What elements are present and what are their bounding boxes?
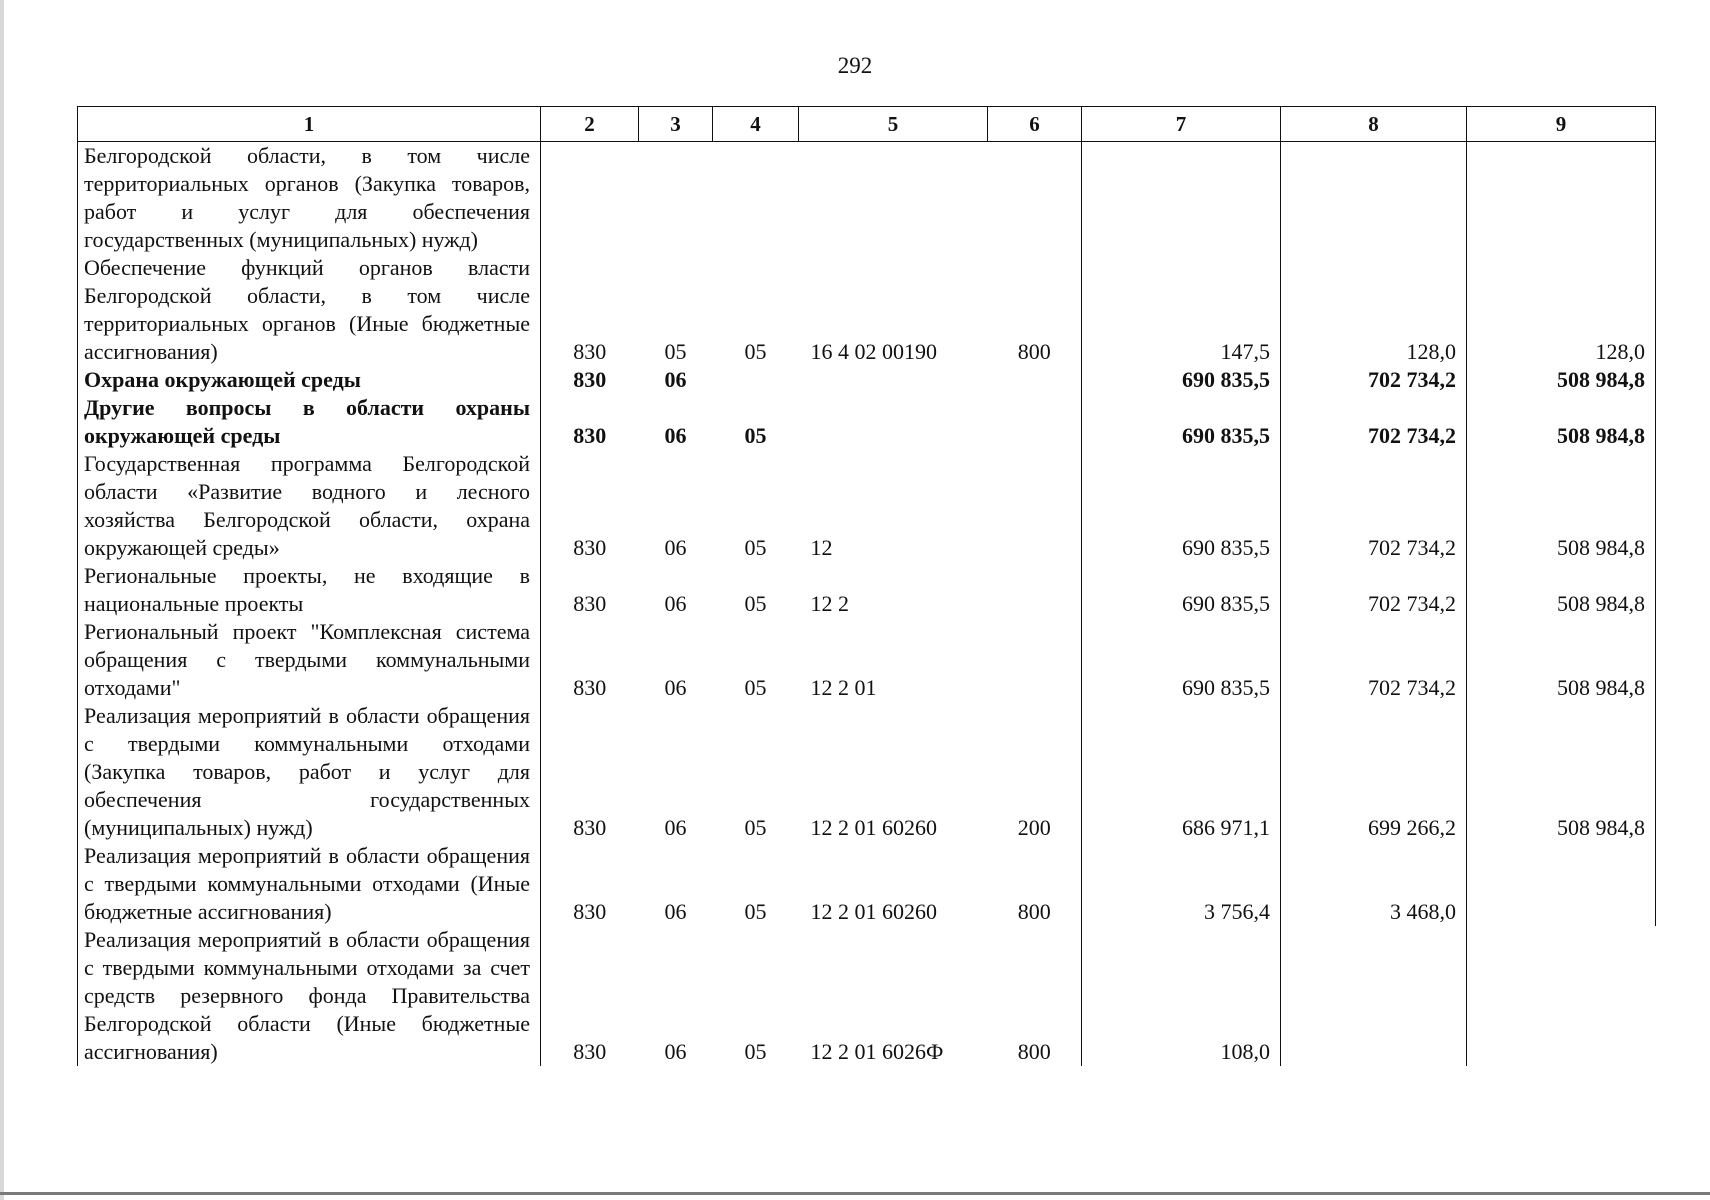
row-vr: 800 — [988, 842, 1082, 926]
row-rz: 06 — [664, 1039, 687, 1064]
row-value-8: 128,0 — [1281, 254, 1467, 366]
row-glav: 830 — [541, 618, 639, 702]
row-vr — [988, 450, 1082, 562]
table-row — [78, 394, 1656, 450]
row-value-8: 702 734,2 — [1281, 366, 1467, 394]
column-header: 7 — [1082, 107, 1281, 142]
row-value-8: 699 266,2 — [1281, 702, 1467, 842]
column-header: 4 — [713, 107, 799, 142]
row-value-7: 690 835,5 — [1082, 366, 1281, 394]
row-value-9 — [1467, 142, 1656, 255]
table-row — [78, 562, 1656, 618]
table-row — [78, 254, 1656, 366]
row-vr: 800 — [988, 254, 1082, 366]
row-value-9: 508 984,8 — [1467, 394, 1656, 450]
table-row — [78, 618, 1656, 702]
row-value-8 — [1281, 926, 1467, 1066]
row-description: Региональный проект "Комплексная система обращения с твердыми коммунальными отходами" — [78, 618, 541, 702]
row-glav: 830 — [541, 450, 639, 562]
row-value-9: 508 984,8 — [1467, 618, 1656, 702]
row-csr: 16 4 02 00190 — [810, 339, 937, 364]
row-description: Охрана окружающей среды — [78, 366, 541, 394]
column-header: 2 — [541, 107, 639, 142]
row-value-9: 508 984,8 — [1467, 366, 1656, 394]
row-csr: 12 — [810, 535, 833, 560]
table-row — [78, 842, 1656, 926]
row-glav: 830 — [541, 926, 639, 1066]
column-header: 1 — [78, 107, 541, 142]
row-pr: 05 — [744, 423, 767, 448]
row-value-7: 690 835,5 — [1082, 562, 1281, 618]
row-vr: 800 — [988, 926, 1082, 1066]
row-description: Обеспечение функций органов власти Белгородской области, в том числе территориальных органов (Иные бюджетные ассигнования) — [78, 254, 541, 366]
row-pr: 05 — [744, 591, 767, 616]
row-rz: 06 — [664, 815, 687, 840]
row-value-9: 128,0 — [1467, 254, 1656, 366]
row-pr: 05 — [744, 675, 767, 700]
row-glav: 830 — [541, 702, 639, 842]
row-description: Реализация мероприятий в области обращения с твердыми коммунальными отходами за счет средств резервного фонда Правительства Белгородской области (Иные бюджетные ассигнования) — [78, 926, 541, 1066]
row-csr: 12 2 — [810, 591, 849, 616]
column-header: 3 — [639, 107, 713, 142]
row-value-9 — [1467, 842, 1656, 926]
row-pr: 05 — [744, 815, 767, 840]
row-value-7: 690 835,5 — [1082, 394, 1281, 450]
row-description: Государственная программа Белгородской области «Развитие водного и лесного хозяйства Белгородской области, охрана окружающей среды» — [78, 450, 541, 562]
row-rz — [639, 142, 713, 255]
row-csr — [799, 366, 988, 394]
table-body — [78, 142, 1656, 1067]
row-vr — [988, 562, 1082, 618]
row-pr — [713, 366, 799, 394]
row-pr: 05 — [744, 535, 767, 560]
row-csr — [799, 394, 988, 450]
budget-table — [77, 106, 1656, 1066]
column-header: 6 — [988, 107, 1082, 142]
row-description: Белгородской области, в том числе территориальных органов (Закупка товаров, работ и услуг для обеспечения государственных (муниципальных) нужд) — [78, 142, 541, 255]
row-value-8: 702 734,2 — [1281, 562, 1467, 618]
row-value-7: 686 971,1 — [1082, 702, 1281, 842]
row-csr: 12 2 01 60260 — [810, 815, 937, 840]
scan-left-edge — [0, 0, 4, 1200]
row-value-7: 690 835,5 — [1082, 618, 1281, 702]
row-vr — [988, 366, 1082, 394]
row-glav: 830 — [541, 366, 639, 394]
table-row — [78, 926, 1656, 1066]
row-value-7: 3 756,4 — [1082, 842, 1281, 926]
row-value-8: 3 468,0 — [1281, 842, 1467, 926]
row-value-7: 108,0 — [1082, 926, 1281, 1066]
row-rz: 06 — [664, 899, 687, 924]
row-value-8 — [1281, 142, 1467, 255]
row-pr: 05 — [744, 339, 767, 364]
row-description: Другие вопросы в области охраны окружающей среды — [78, 394, 541, 450]
row-glav — [541, 142, 639, 255]
row-value-7 — [1082, 142, 1281, 255]
row-csr: 12 2 01 — [810, 675, 877, 700]
column-header: 9 — [1467, 107, 1656, 142]
row-description: Реализация мероприятий в области обращения с твердыми коммунальными отходами (Закупка товаров, работ и услуг для обеспечения государственных (муниципальных) нужд) — [78, 702, 541, 842]
row-value-7: 690 835,5 — [1082, 450, 1281, 562]
row-csr: 12 2 01 60260 — [810, 899, 937, 924]
row-description: Реализация мероприятий в области обращения с твердыми коммунальными отходами (Иные бюджетные ассигнования) — [78, 842, 541, 926]
row-rz: 06 — [664, 591, 687, 616]
row-vr — [988, 142, 1082, 255]
row-rz: 06 — [664, 675, 687, 700]
column-header: 5 — [799, 107, 988, 142]
row-value-9: 508 984,8 — [1467, 450, 1656, 562]
row-vr — [988, 394, 1082, 450]
row-pr: 05 — [744, 899, 767, 924]
row-pr — [713, 142, 799, 255]
row-value-7: 147,5 — [1082, 254, 1281, 366]
row-vr: 200 — [988, 702, 1082, 842]
row-value-8: 702 734,2 — [1281, 450, 1467, 562]
row-glav: 830 — [541, 842, 639, 926]
row-value-9: 508 984,8 — [1467, 702, 1656, 842]
row-value-8: 702 734,2 — [1281, 618, 1467, 702]
row-value-9: 508 984,8 — [1467, 562, 1656, 618]
row-value-9 — [1467, 926, 1656, 1066]
scan-bottom-edge — [0, 1192, 1710, 1195]
table-row — [78, 142, 1656, 255]
table-row — [78, 450, 1656, 562]
row-glav: 830 — [541, 254, 639, 366]
row-rz: 06 — [664, 535, 687, 560]
column-header: 8 — [1281, 107, 1467, 142]
row-pr: 05 — [744, 1039, 767, 1064]
row-csr: 12 2 01 6026Ф — [810, 1039, 944, 1064]
row-glav: 830 — [541, 562, 639, 618]
table-row — [78, 702, 1656, 842]
row-rz: 05 — [664, 339, 687, 364]
row-vr — [988, 618, 1082, 702]
row-csr — [799, 142, 988, 255]
page-number: 292 — [837, 53, 873, 78]
row-rz: 06 — [664, 367, 687, 392]
row-description: Региональные проекты, не входящие в национальные проекты — [78, 562, 541, 618]
row-rz: 06 — [664, 423, 687, 448]
row-glav: 830 — [541, 394, 639, 450]
table-row — [78, 366, 1656, 394]
row-value-8: 702 734,2 — [1281, 394, 1467, 450]
table-header-row — [78, 107, 1656, 142]
